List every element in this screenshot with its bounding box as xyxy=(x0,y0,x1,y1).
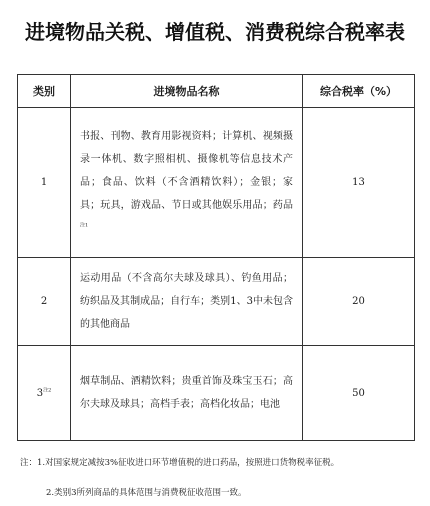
category-number: 1 xyxy=(40,177,48,188)
footnote-2: 2.类别3所列商品的具体范围与消费税征收范围一致。 xyxy=(46,488,247,498)
header-rate: 综合税率（%） xyxy=(303,75,415,108)
category-note: 注2 xyxy=(43,387,52,394)
category-cell xyxy=(18,346,71,441)
page-title: 进境物品关税、增值税、消费税综合税率表 xyxy=(25,20,405,44)
header-category: 类别 xyxy=(18,75,71,108)
category-number: 2 xyxy=(40,296,48,307)
items-text: 烟草制品、酒精饮料；贵重首饰及珠宝玉石；高尔夫球及球具；高档手表；高档化妆品；电池 xyxy=(80,375,293,410)
items-text: 书报、刊物、教育用影视资料；计算机、视频摄录一体机、数字照相机、摄像机等信息技术产品；食品、饮料（不含酒精饮料）；金银；家具；玩具，游戏品、节日或其他娱乐用品；药品 xyxy=(80,130,293,211)
header-item-name: 进境物品名称 xyxy=(71,75,303,108)
table-row xyxy=(18,258,415,346)
table-row xyxy=(18,346,415,441)
items-note: 注1 xyxy=(80,222,89,229)
tax-rate-table xyxy=(17,74,415,441)
rate-cell: 50 xyxy=(303,346,415,441)
rate-cell: 13 xyxy=(303,108,415,258)
category-cell xyxy=(18,108,71,258)
table-header-row xyxy=(18,75,415,108)
footnote-1: 注：1.对国家规定减按3%征收进口环节增值税的进口药品，按照进口货物税率征税。 xyxy=(20,458,340,468)
items-cell xyxy=(71,346,303,441)
category-number: 3 xyxy=(36,387,44,399)
items-text: 运动用品（不含高尔夫球及球具）、钓鱼用品；纺织品及其制成品；自行车；类别1、3中未包含的其他商品 xyxy=(80,272,293,330)
items-cell xyxy=(71,258,303,346)
rate-cell: 20 xyxy=(303,258,415,346)
table-row xyxy=(18,108,415,258)
category-cell xyxy=(18,258,71,346)
items-cell xyxy=(71,108,303,258)
